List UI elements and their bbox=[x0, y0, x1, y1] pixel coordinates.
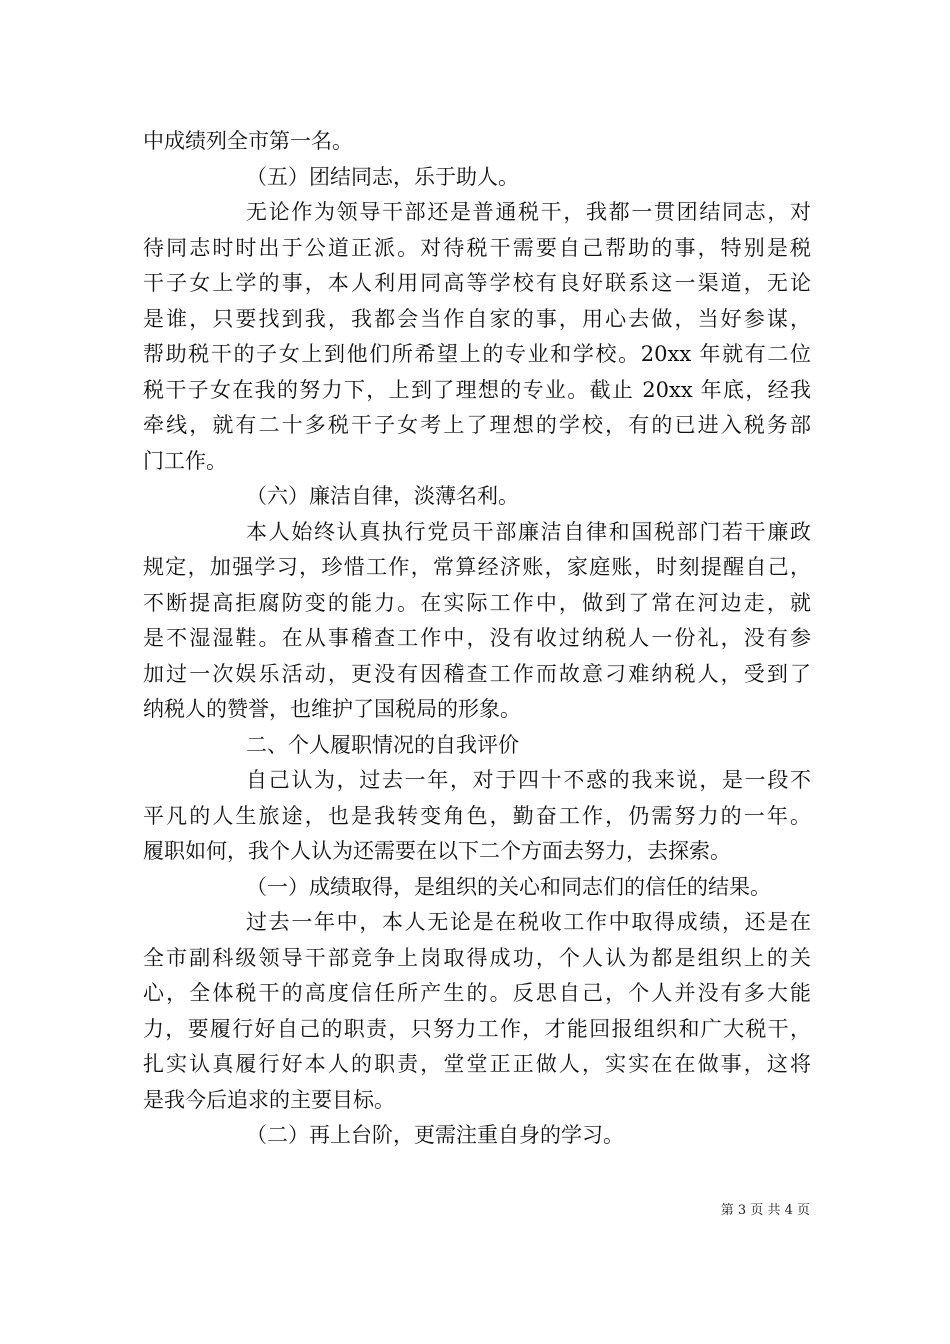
text-line: 本人始终认真执行党员干部廉洁自律和国税部门若干廉政 bbox=[246, 519, 811, 544]
text-line: 纳税人的赞誉，也维护了国税局的形象。 bbox=[143, 697, 521, 721]
text-line: 扎实认真履行好本人的职责，堂堂正正做人，实实在在做事，这将 bbox=[143, 1052, 811, 1076]
text-line: 规定，加强学习，珍惜工作，常算经济账，家庭账，时刻提醒自己， bbox=[143, 555, 811, 579]
text-line: 平凡的人生旅途，也是我转变角色，勤奋工作，仍需努力的一年。 bbox=[143, 803, 811, 828]
document-body bbox=[143, 124, 811, 1154]
text-line: 自己认为，过去一年，对于四十不惑的我来说，是一段不 bbox=[246, 768, 811, 792]
text-line: 是不湿湿鞋。在从事稽查工作中，没有收过纳税人一份礼，没有参 bbox=[143, 626, 811, 650]
text-line: 牵线，就有二十多税干子女考上了理想的学校，有的已进入税务部 bbox=[143, 413, 811, 437]
page-number-footer: 第 3 页 共 4 页 bbox=[720, 1203, 810, 1218]
text-line: 待同志时时出于公道正派。对待税干需要自己帮助的事，特别是税 bbox=[143, 235, 811, 260]
text-line: 过去一年中，本人无论是在税收工作中取得成绩，还是在 bbox=[246, 910, 811, 934]
text-line: 加过一次娱乐活动，更没有因稽查工作而故意刁难纳税人，受到了 bbox=[143, 661, 811, 686]
text-line: 无论作为领导干部还是普通税干，我都一贯团结同志，对 bbox=[246, 200, 811, 224]
text-line: 二、个人履职情况的自我评价 bbox=[246, 732, 519, 757]
text-line: （二）再上台阶，更需注重自身的学习。 bbox=[246, 1123, 624, 1147]
text-line: 心，全体税干的高度信任所产生的。反思自己，个人并没有多大能 bbox=[143, 981, 811, 1005]
text-line: （六）廉洁自律，淡薄名利。 bbox=[246, 484, 519, 508]
text-line: 力，要履行好自己的职责，只努力工作，才能回报组织和广大税干， bbox=[143, 1016, 811, 1041]
text-line: 不断提高拒腐防变的能力。在实际工作中，做到了常在河边走，就 bbox=[143, 590, 811, 615]
text-line: 是我今后追求的主要目标。 bbox=[143, 1087, 395, 1112]
text-line: 干子女上学的事，本人利用同高等学校有良好联系这一渠道，无论 bbox=[143, 271, 811, 295]
text-line: 帮助税干的子女上到他们所希望上的专业和学校。20xx 年就有二位 bbox=[143, 342, 811, 366]
text-line: 中成绩列全市第一名。 bbox=[143, 129, 353, 153]
text-line: 全市副科级领导干部竞争上岗取得成功，个人认为都是组织上的关 bbox=[143, 945, 811, 970]
text-line: （五）团结同志，乐于助人。 bbox=[246, 164, 519, 189]
text-line: 履职如何，我个人认为还需要在以下二个方面去努力，去探索。 bbox=[143, 839, 731, 863]
text-line: （一）成绩取得，是组织的关心和同志们的信任的结果。 bbox=[246, 874, 771, 899]
text-line: 门工作。 bbox=[143, 448, 227, 473]
text-line: 税干子女在我的努力下，上到了理想的专业。截止 20xx 年底，经我 bbox=[143, 377, 811, 402]
text-line: 是谁，只要找到我，我都会当作自家的事，用心去做，当好参谋， bbox=[143, 306, 811, 331]
